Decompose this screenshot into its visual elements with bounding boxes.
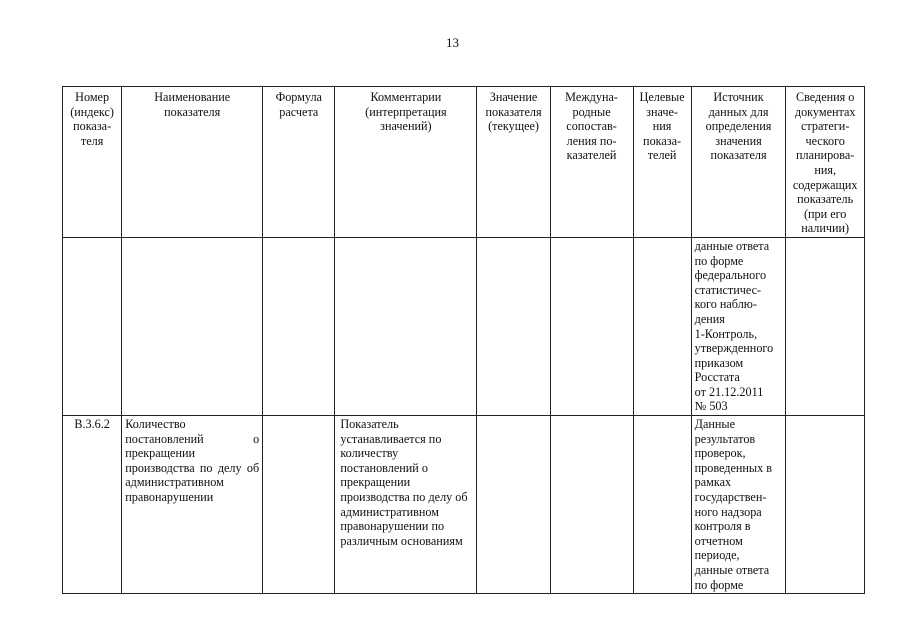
cell-international <box>550 416 633 594</box>
table-row <box>63 416 865 594</box>
header-number: Номер (индекс) показа- теля <box>63 87 122 238</box>
header-name: Наименование показателя <box>122 87 263 238</box>
cell-comment <box>335 237 477 415</box>
cell-docs <box>786 237 865 415</box>
cell-value <box>477 237 550 415</box>
cell-formula <box>263 237 335 415</box>
page-number: 13 <box>446 35 459 50</box>
cell-source: Данные результатов проверок, проведенных в рамках государствен- ного надзора контроля в отчетном периоде, данные ответа по форме <box>691 416 786 594</box>
header-international: Междуна- родные сопостав- ления по- казателей <box>550 87 633 238</box>
cell-number <box>63 237 122 415</box>
header-target: Целевые значе- ния показа- телей <box>633 87 691 238</box>
cell-international <box>550 237 633 415</box>
cell-value <box>477 416 550 594</box>
header-source: Источник данных для определения значения показателя <box>691 87 786 238</box>
indicators-table <box>62 86 865 594</box>
cell-number: В.3.6.2 <box>63 416 122 594</box>
cell-docs <box>786 416 865 594</box>
cell-target <box>633 416 691 594</box>
cell-target <box>633 237 691 415</box>
header-comment: Комментарии (интерпретация значений) <box>335 87 477 238</box>
cell-comment: Показатель устанавливается по количеству постановлений о прекращении производства по делу об административном правонарушении по различным основаниям <box>335 416 477 594</box>
table-header-row <box>63 87 865 238</box>
header-formula: Формула расчета <box>263 87 335 238</box>
cell-name: Количество постановлений о прекращении производства по делу об административном правонарушении <box>122 416 263 594</box>
cell-formula <box>263 416 335 594</box>
header-value: Значение показателя (текущее) <box>477 87 550 238</box>
cell-name <box>122 237 263 415</box>
table-row <box>63 237 865 415</box>
header-docs: Сведения о документах стратеги- ческого планирова- ния, содержащих показатель (при его наличии) <box>786 87 865 238</box>
cell-source: данные ответа по форме федерального статистичес- кого наблю- дения 1-Контроль, утвержденного приказом Росстата от 21.12.2011 № 503 <box>691 237 786 415</box>
